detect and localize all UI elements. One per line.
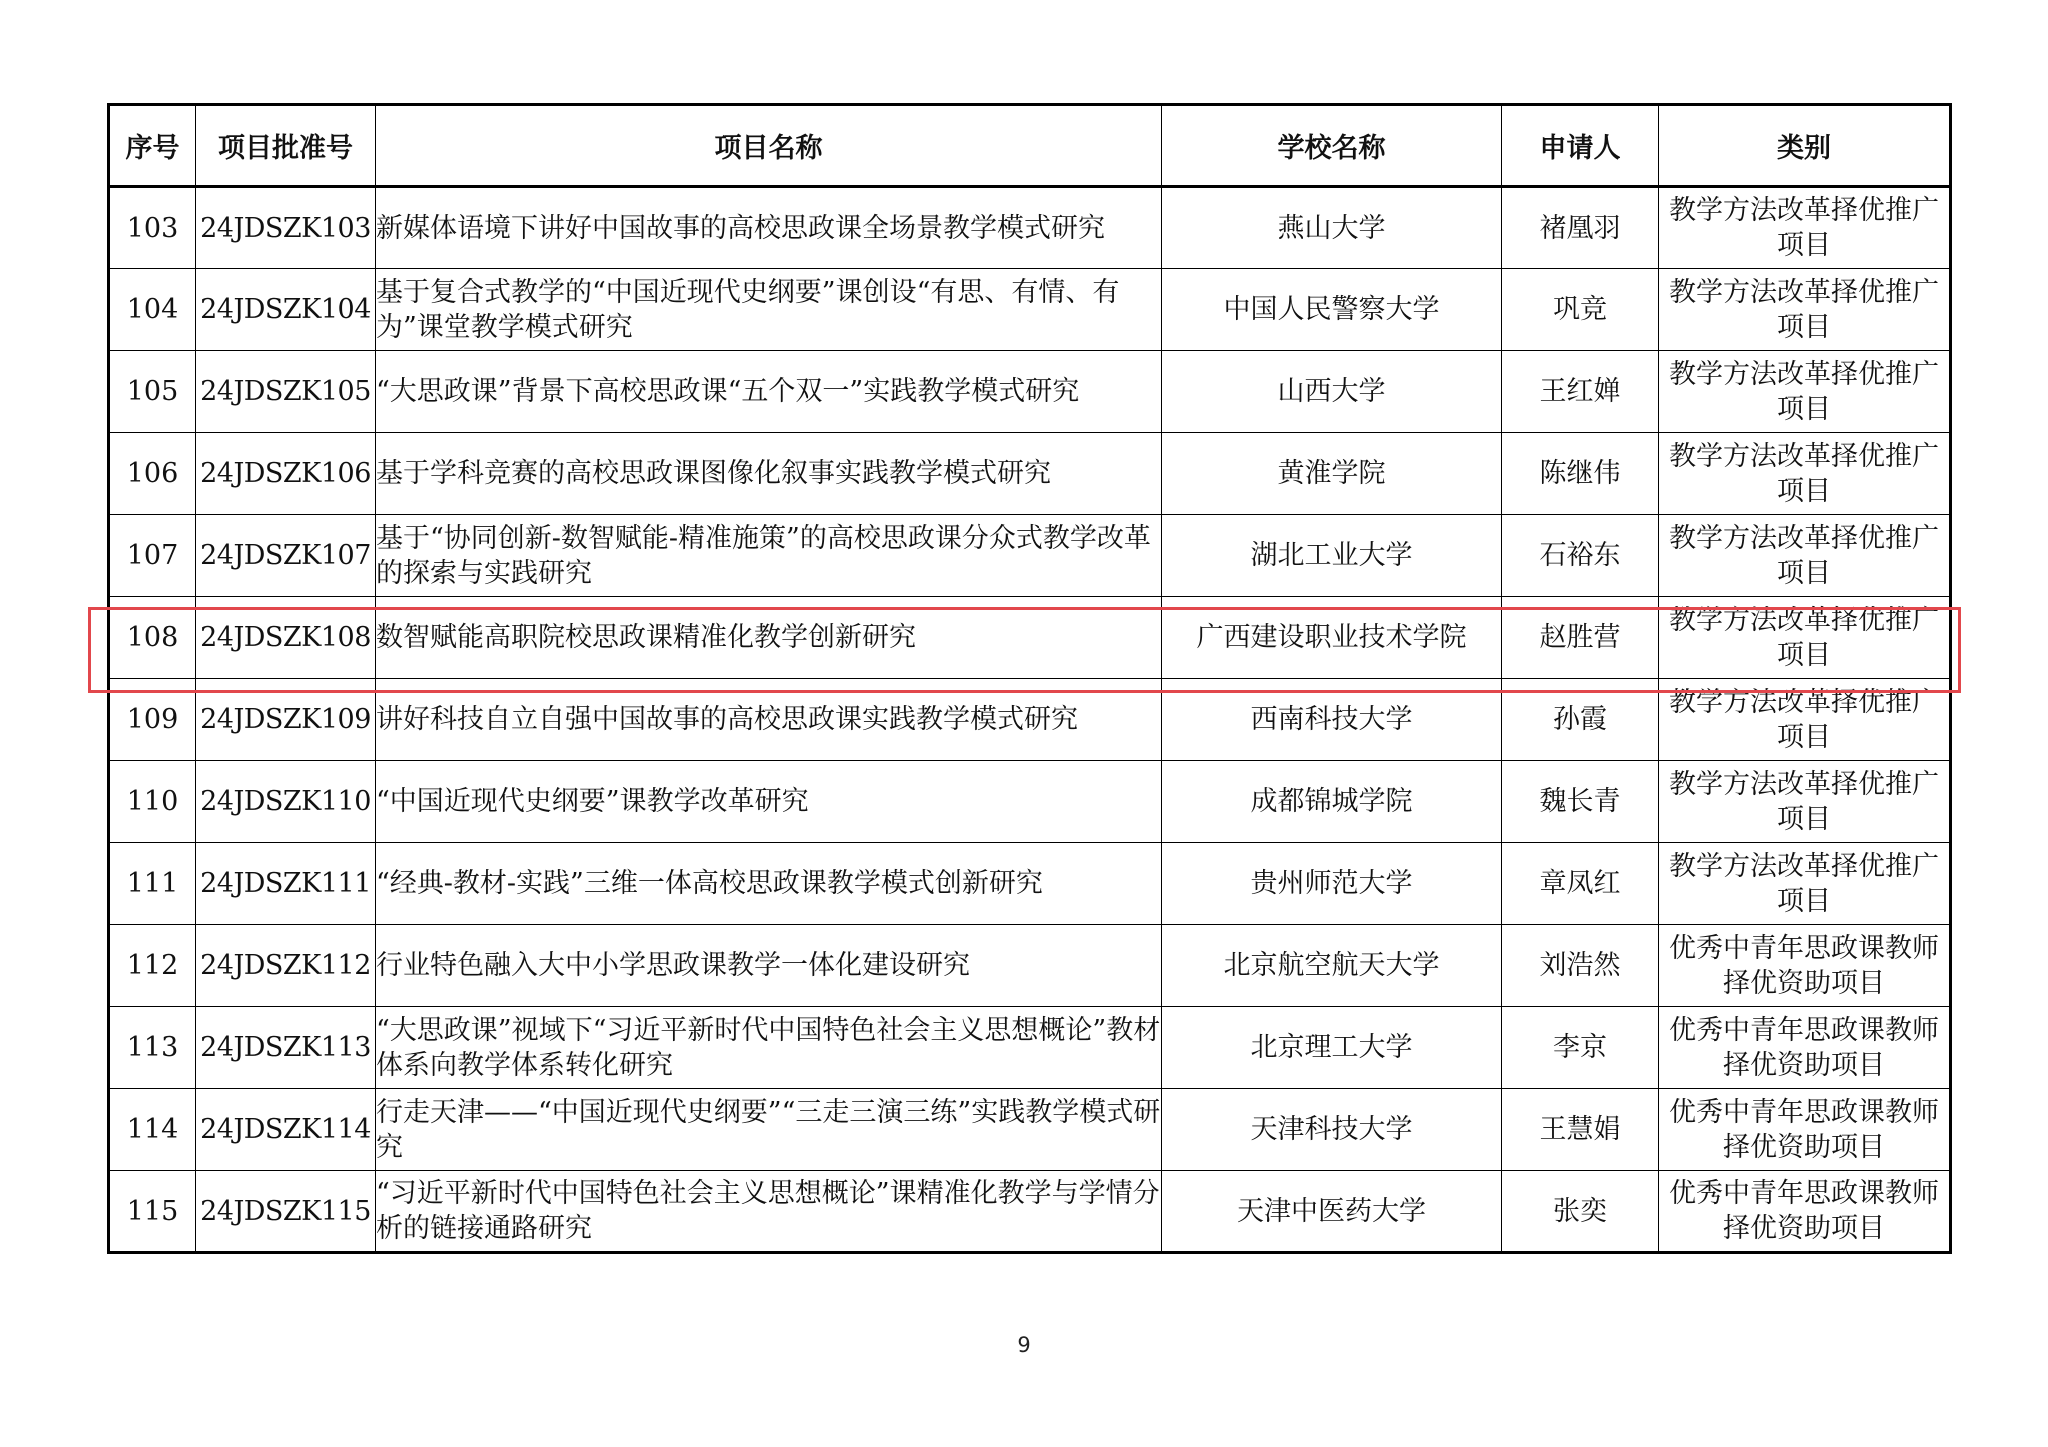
page-number: 9 [1017,1333,1031,1357]
project-table [107,103,1952,1254]
cell-approval-no: 24JDSZK113 [196,1007,376,1089]
cell-school: 中国人民警察大学 [1162,269,1502,351]
cell-index: 106 [109,433,196,515]
table-row [109,1089,1951,1171]
cell-project-name: “大思政课”背景下高校思政课“五个双一”实践教学模式研究 [376,351,1162,433]
cell-approval-no: 24JDSZK107 [196,515,376,597]
cell-category: 优秀中青年思政课教师择优资助项目 [1659,1007,1951,1089]
cell-applicant: 王红婵 [1502,351,1659,433]
cell-category: 教学方法改革择优推广项目 [1659,679,1951,761]
cell-category: 教学方法改革择优推广项目 [1659,187,1951,269]
header-approval-no: 项目批准号 [196,105,376,187]
cell-approval-no: 24JDSZK108 [196,597,376,679]
cell-index: 111 [109,843,196,925]
cell-applicant: 李京 [1502,1007,1659,1089]
table-row [109,1171,1951,1253]
header-index: 序号 [109,105,196,187]
cell-category: 教学方法改革择优推广项目 [1659,597,1951,679]
cell-approval-no: 24JDSZK110 [196,761,376,843]
cell-category: 教学方法改革择优推广项目 [1659,515,1951,597]
cell-category: 教学方法改革择优推广项目 [1659,269,1951,351]
cell-index: 110 [109,761,196,843]
table-row [109,269,1951,351]
table-row [109,433,1951,515]
cell-school: 西南科技大学 [1162,679,1502,761]
cell-applicant: 魏长青 [1502,761,1659,843]
table-row [109,761,1951,843]
cell-applicant: 刘浩然 [1502,925,1659,1007]
cell-index: 108 [109,597,196,679]
cell-index: 105 [109,351,196,433]
cell-project-name: “习近平新时代中国特色社会主义思想概论”课精准化教学与学情分析的链接通路研究 [376,1171,1162,1253]
table-row-highlighted [109,597,1951,679]
cell-project-name: 基于复合式教学的“中国近现代史纲要”课创设“有思、有情、有为”课堂教学模式研究 [376,269,1162,351]
cell-approval-no: 24JDSZK114 [196,1089,376,1171]
table-row [109,1007,1951,1089]
cell-applicant: 赵胜营 [1502,597,1659,679]
cell-project-name: 行走天津——“中国近现代史纲要”“三走三演三练”实践教学模式研究 [376,1089,1162,1171]
cell-category: 优秀中青年思政课教师择优资助项目 [1659,1089,1951,1171]
cell-applicant: 张奕 [1502,1171,1659,1253]
cell-approval-no: 24JDSZK115 [196,1171,376,1253]
cell-school: 广西建设职业技术学院 [1162,597,1502,679]
header-category: 类别 [1659,105,1951,187]
cell-project-name: “大思政课”视域下“习近平新时代中国特色社会主义思想概论”教材体系向教学体系转化研究 [376,1007,1162,1089]
cell-index: 115 [109,1171,196,1253]
cell-category: 教学方法改革择优推广项目 [1659,761,1951,843]
cell-approval-no: 24JDSZK112 [196,925,376,1007]
cell-school: 北京理工大学 [1162,1007,1502,1089]
cell-project-name: 数智赋能高职院校思政课精准化教学创新研究 [376,597,1162,679]
cell-index: 113 [109,1007,196,1089]
cell-applicant: 巩竞 [1502,269,1659,351]
cell-school: 天津科技大学 [1162,1089,1502,1171]
cell-approval-no: 24JDSZK105 [196,351,376,433]
cell-index: 112 [109,925,196,1007]
cell-index: 109 [109,679,196,761]
cell-approval-no: 24JDSZK103 [196,187,376,269]
table-header-row [109,105,1951,187]
cell-approval-no: 24JDSZK106 [196,433,376,515]
cell-school: 山西大学 [1162,351,1502,433]
header-school: 学校名称 [1162,105,1502,187]
table-row [109,515,1951,597]
cell-applicant: 章凤红 [1502,843,1659,925]
cell-project-name: 基于“协同创新-数智赋能-精准施策”的高校思政课分众式教学改革的探索与实践研究 [376,515,1162,597]
cell-school: 燕山大学 [1162,187,1502,269]
table-row [109,843,1951,925]
cell-category: 优秀中青年思政课教师择优资助项目 [1659,925,1951,1007]
cell-school: 黄淮学院 [1162,433,1502,515]
cell-school: 贵州师范大学 [1162,843,1502,925]
table-row [109,679,1951,761]
table-row [109,925,1951,1007]
cell-project-name: “经典-教材-实践”三维一体高校思政课教学模式创新研究 [376,843,1162,925]
cell-school: 北京航空航天大学 [1162,925,1502,1007]
cell-applicant: 石裕东 [1502,515,1659,597]
cell-index: 114 [109,1089,196,1171]
cell-school: 成都锦城学院 [1162,761,1502,843]
cell-category: 优秀中青年思政课教师择优资助项目 [1659,1171,1951,1253]
cell-applicant: 陈继伟 [1502,433,1659,515]
cell-project-name: 讲好科技自立自强中国故事的高校思政课实践教学模式研究 [376,679,1162,761]
cell-applicant: 王慧娟 [1502,1089,1659,1171]
table-row [109,351,1951,433]
cell-approval-no: 24JDSZK104 [196,269,376,351]
header-project-name: 项目名称 [376,105,1162,187]
cell-school: 天津中医药大学 [1162,1171,1502,1253]
cell-category: 教学方法改革择优推广项目 [1659,433,1951,515]
cell-applicant: 孙霞 [1502,679,1659,761]
cell-project-name: “中国近现代史纲要”课教学改革研究 [376,761,1162,843]
cell-project-name: 新媒体语境下讲好中国故事的高校思政课全场景教学模式研究 [376,187,1162,269]
cell-category: 教学方法改革择优推广项目 [1659,843,1951,925]
cell-school: 湖北工业大学 [1162,515,1502,597]
cell-index: 103 [109,187,196,269]
cell-approval-no: 24JDSZK111 [196,843,376,925]
cell-project-name: 基于学科竞赛的高校思政课图像化叙事实践教学模式研究 [376,433,1162,515]
cell-approval-no: 24JDSZK109 [196,679,376,761]
cell-project-name: 行业特色融入大中小学思政课教学一体化建设研究 [376,925,1162,1007]
header-applicant: 申请人 [1502,105,1659,187]
cell-category: 教学方法改革择优推广项目 [1659,351,1951,433]
cell-applicant: 褚凰羽 [1502,187,1659,269]
cell-index: 104 [109,269,196,351]
cell-index: 107 [109,515,196,597]
table-row [109,187,1951,269]
